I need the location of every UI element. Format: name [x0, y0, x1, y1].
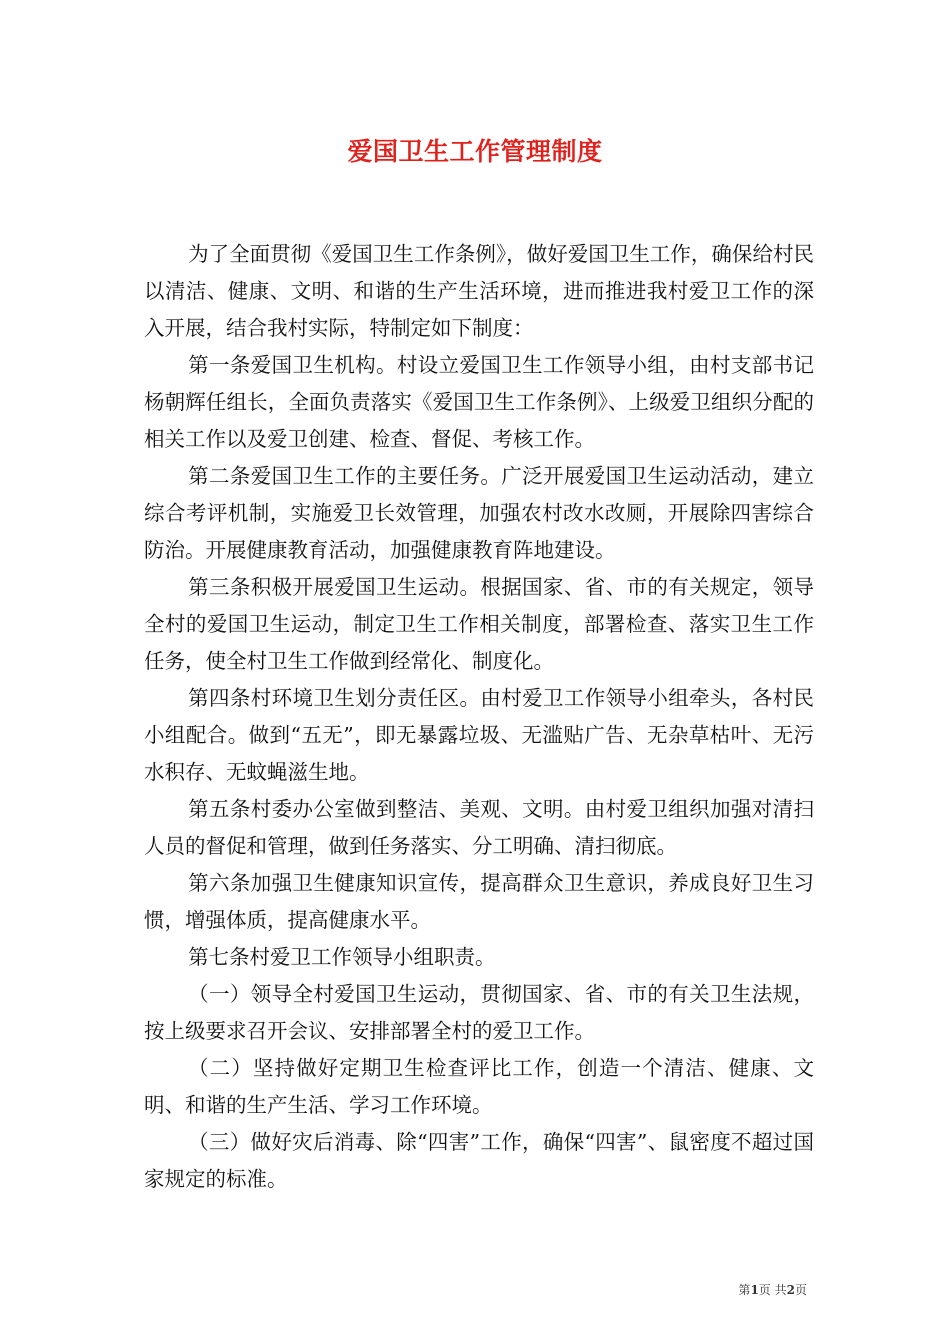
article-1-paragraph: 第一条爱国卫生机构。村设立爱国卫生工作领导小组，由村支部书记杨朝辉任组长，全面负责落实《爱国卫生工作条例》、上级爱卫组织分配的相关工作以及爱卫创建、检查、督促、考核工作。 [144, 353, 814, 451]
intro-paragraph: 为了全面贯彻《爱国卫生工作条例》，做好爱国卫生工作，确保给村民以清洁、健康、文明、和谐的生产生活环境，进而推进我村爱卫工作的深入开展，结合我村实际，特制定如下制度： [144, 242, 814, 340]
footer-middle: 页 共 [758, 1283, 787, 1297]
article-2-paragraph: 第二条爱国卫生工作的主要任务。广泛开展爱国卫生运动活动，建立综合考评机制，实施爱卫长效管理，加强农村改水改厕，开展除四害综合防治。开展健康教育活动，加强健康教育阵地建设。 [144, 464, 814, 562]
article-6-paragraph: 第六条加强卫生健康知识宣传，提高群众卫生意识，养成良好卫生习惯，增强体质，提高健康水平。 [144, 871, 814, 932]
article-4-paragraph: 第四条村环境卫生划分责任区。由村爱卫工作领导小组牵头，各村民小组配合。做到“五无”，即无暴露垃圾、无滥贴广告、无杂草枯叶、无污水积存、无蚊蝇滋生地。 [144, 686, 814, 784]
total-pages-number: 2 [786, 1283, 795, 1297]
article-5-paragraph: 第五条村委办公室做到整洁、美观、文明。由村爱卫组织加强对清扫人员的督促和管理，做到任务落实、分工明确、清扫彻底。 [144, 797, 814, 858]
footer-suffix: 页 [794, 1283, 807, 1297]
article-7-paragraph: 第七条村爱卫工作领导小组职责。 [188, 945, 496, 969]
current-page-number: 1 [750, 1283, 759, 1297]
document-body [144, 236, 814, 1198]
document-title: 爱国卫生工作管理制度 [347, 137, 603, 166]
duty-3-paragraph: （三）做好灾后消毒、除“四害”工作，确保“四害”、鼠密度不超过国家规定的标准。 [144, 1130, 814, 1191]
page-footer [0, 1281, 807, 1298]
duty-1-paragraph: （一）领导全村爱国卫生运动，贯彻国家、省、市的有关卫生法规，按上级要求召开会议、安排部署全村的爱卫工作。 [144, 982, 814, 1043]
article-3-paragraph: 第三条积极开展爱国卫生运动。根据国家、省、市的有关规定，领导全村的爱国卫生运动，制定卫生工作相关制度，部署检查、落实卫生工作任务，使全村卫生工作做到经常化、制度化。 [144, 575, 814, 673]
duty-2-paragraph: （二）坚持做好定期卫生检查评比工作，创造一个清洁、健康、文明、和谐的生产生活、学习工作环境。 [144, 1056, 814, 1117]
footer-prefix: 第 [738, 1283, 751, 1297]
